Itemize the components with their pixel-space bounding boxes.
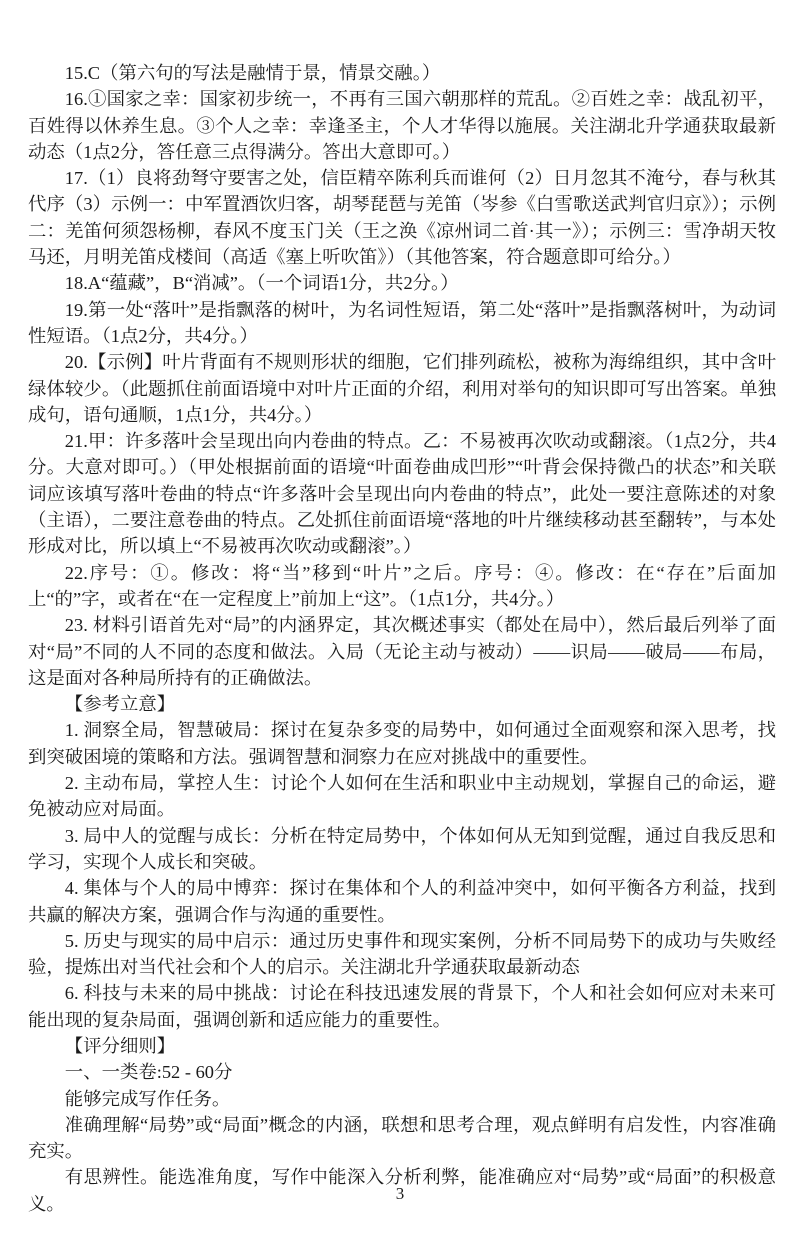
paragraph: 1. 洞察全局，智慧破局：探讨在复杂多变的局势中，如何通过全面观察和深入思考，找到突破困境的策略和方法。强调智慧和洞察力在应对挑战中的重要性。	[28, 720, 776, 767]
paragraph: 19.第一处“落叶”是指飘落的树叶，为名词性短语，第二处“落叶”是指飘落树叶，为动词性短语。（1点2分，共4分。）	[28, 299, 776, 346]
paragraph: 23. 材料引语首先对“局”的内涵界定，其次概述事实（都处在局中），然后最后列举了面对“局”不同的人不同的态度和做法。入局（无论主动与被动）——识局——破局——布局，这是面对各种局所持有的正确做法。	[28, 615, 776, 688]
paragraph: 22.序号：①。修改：将“当”移到“叶片”之后。序号：④。修改：在“存在”后面加上“的”字，或者在“在一定程度上”前加上“这”。（1点1分，共4分。）	[28, 562, 776, 609]
page-number: 3	[395, 1184, 405, 1203]
paragraph: 【参考立意】	[64, 694, 176, 715]
paragraph: 5. 历史与现实的局中启示：通过历史事件和现实案例，分析不同局势下的成功与失败经验，提炼出对当代社会和个人的启示。关注湖北升学通获取最新动态	[28, 930, 776, 978]
paragraph: 16.①国家之幸：国家初步统一，不再有三国六朝那样的荒乱。②百姓之幸：战乱初平，百姓得以休养生息。③个人之幸：幸逢圣主，个人才华得以施展。关注湖北升学通获取最新动态（1点2分，答任意三点得满分。答出大意即可。）	[28, 89, 776, 162]
paragraph: 4. 集体与个人的局中博弈：探讨在集体和个人的利益冲突中，如何平衡各方利益，找到共赢的解决方案，强调合作与沟通的重要性。	[28, 878, 776, 925]
paragraph: 能够完成写作任务。	[64, 1088, 231, 1109]
paragraph: 准确理解“局势”或“局面”概念的内涵，联想和思考合理，观点鲜明有启发性，内容准确充实。	[28, 1114, 776, 1162]
paragraph: 21.甲：许多落叶会呈现出向内卷曲的特点。乙：不易被再次吹动或翻滚。（1点2分，共4分。大意对即可。）（甲处根据前面的语境“叶面卷曲成凹形”“叶背会保持微凸的状态”和关联词应该填写落叶卷曲的特点“许多落叶会呈现出向内卷曲的特点”，此处一要注意陈述的对象（主语），二要注意卷曲的特点。乙处抓住前面语境“落地的叶片继续移动甚至翻转”，与本处形成对比，所以填上“不易被再次吹动或翻滚”。）	[28, 431, 776, 557]
document-body	[28, 60, 776, 1217]
paragraph: 15.C（第六句的写法是融情于景，情景交融。）	[64, 63, 441, 83]
paragraph: 一、一类卷:52 - 60分	[64, 1062, 233, 1083]
paragraph: 18.A“蕴藏”，B“消减”。（一个词语1分，共2分。）	[64, 273, 459, 294]
paragraph: 6. 科技与未来的局中挑战：讨论在科技迅速发展的背景下，个人和社会如何应对未来可能出现的复杂局面，强调创新和适应能力的重要性。	[28, 983, 776, 1030]
paragraph: 3. 局中人的觉醒与成长：分析在特定局势中，个体如何从无知到觉醒，通过自我反思和学习，实现个人成长和突破。	[28, 825, 776, 872]
paragraph: 2. 主动布局，掌控人生：讨论个人如何在生活和职业中主动规划，掌握自己的命运，避免被动应对局面。	[28, 773, 776, 820]
paragraph: 有思辨性。能选准角度，写作中能深入分析利弊，能准确应对“局势”或“局面”的积极意义。	[28, 1167, 776, 1214]
paragraph: 【评分细则】	[64, 1035, 176, 1056]
paragraph: 20.【示例】叶片背面有不规则形状的细胞，它们排列疏松，被称为海绵组织，其中含叶绿体较少。（此题抓住前面语境中对叶片正面的介绍，利用对举句的知识即可写出答案。单独成句，语句通顺，1点1分，共4分。）	[28, 352, 776, 425]
paragraph: 17.（1）良将劲弩守要害之处，信臣精卒陈利兵而谁何（2）日月忽其不淹兮，春与秋其代序（3）示例一：中军置酒饮归客，胡琴琵琶与羌笛（岑参《白雪歌送武判官归京》）；示例二：羌笛何须怨杨柳，春风不度玉门关（王之涣《凉州词二首·其一》）；示例三：雪净胡天牧马还，月明羌笛戍楼间（高适《塞上听吹笛》）（其他答案，符合题意即可给分。）	[28, 168, 776, 268]
